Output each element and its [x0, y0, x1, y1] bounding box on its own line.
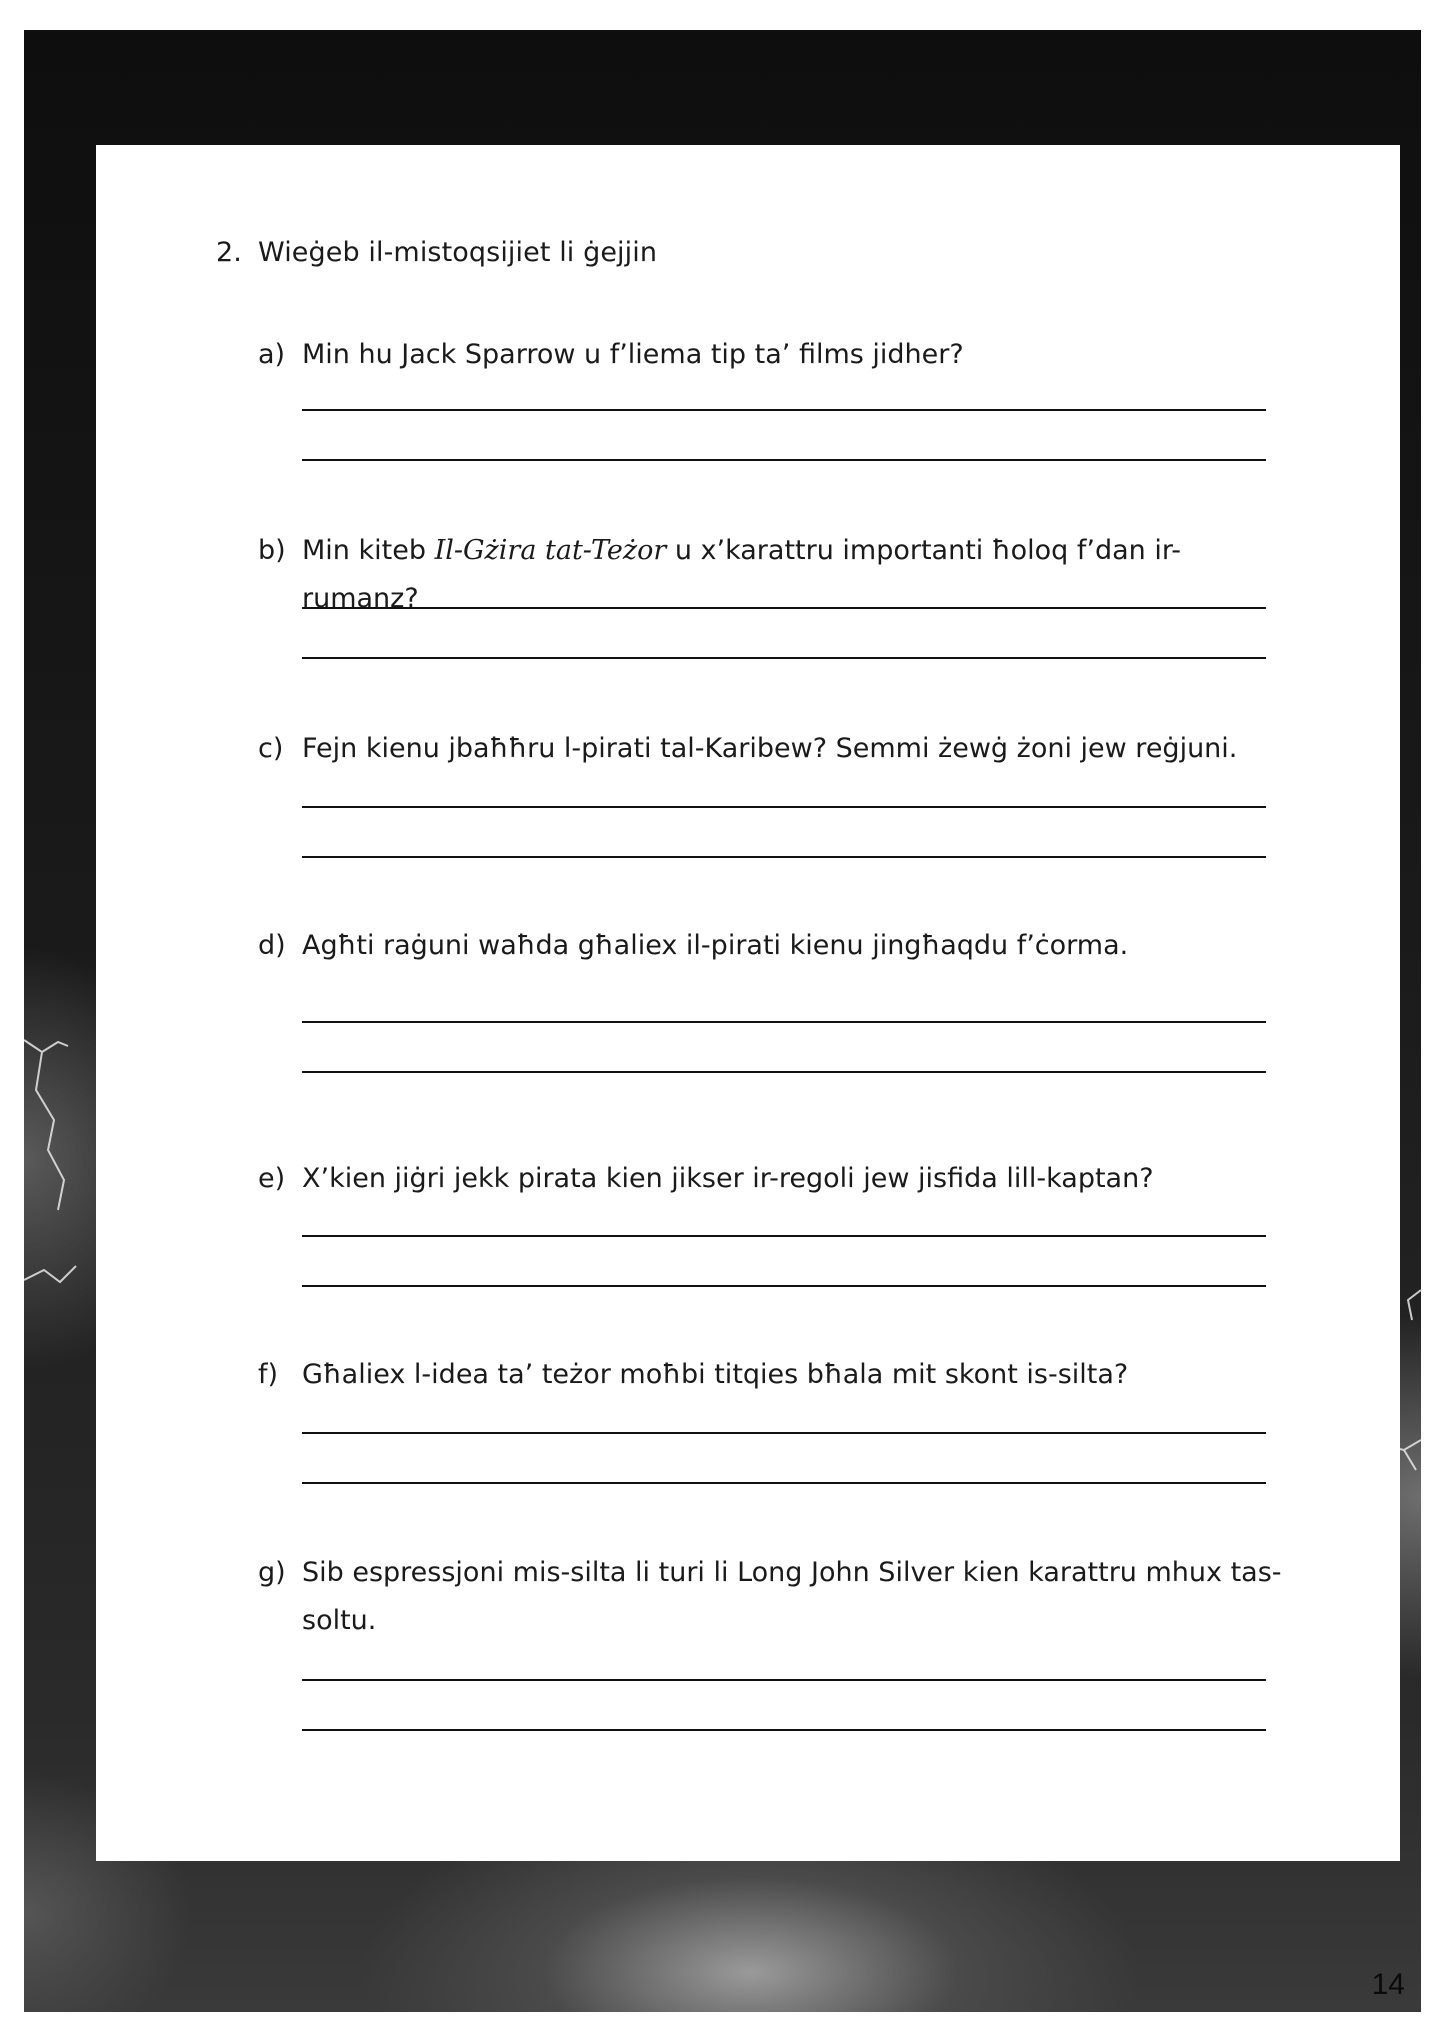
question-text: Sib espressjoni mis-silta li turi li Long John Silver kien karattru mhux tas-soltu. — [302, 1557, 1282, 1636]
question-text: X’kien jiġri jekk pirata kien jikser ir-regoli jew jisfida lill-kaptan? — [302, 1163, 1154, 1194]
answer-line[interactable] — [302, 1482, 1266, 1484]
question-letter: c) — [258, 733, 284, 764]
question-text-part: u x’karattru importanti ħoloq f’dan ir-rumanz? — [302, 535, 1181, 614]
question-letter: f) — [258, 1359, 279, 1390]
answer-line[interactable] — [302, 1071, 1266, 1073]
question-text-part: Min kiteb — [302, 535, 435, 566]
answer-line[interactable] — [302, 1235, 1266, 1237]
exercise-number: 2. — [216, 237, 242, 268]
answer-line[interactable] — [302, 806, 1266, 808]
storm-background — [24, 30, 1421, 2012]
question-letter: e) — [258, 1163, 286, 1194]
answer-line[interactable] — [302, 1679, 1266, 1681]
question-text: Fejn kienu jbaħħru l-pirati tal-Karibew? Semmi żewġ żoni jew reġjuni. — [302, 733, 1238, 764]
answer-line[interactable] — [302, 657, 1266, 659]
answer-line[interactable] — [302, 409, 1266, 411]
book-title: Il-Gżira tat-Teżor — [434, 535, 667, 566]
answer-line[interactable] — [302, 1285, 1266, 1287]
question-text: Agħti raġuni waħda għaliex il-pirati kienu jingħaqdu f’ċorma. — [302, 930, 1129, 961]
question-letter: b) — [258, 535, 286, 566]
question-text: Għaliex l-idea ta’ teżor moħbi titqies bħala mit skont is-silta? — [302, 1359, 1129, 1390]
page-number: 14 — [1371, 1968, 1405, 2001]
worksheet-page — [96, 145, 1400, 1861]
exercise-instruction: Wieġeb il-mistoqsijiet li ġejjin — [258, 237, 658, 268]
answer-line[interactable] — [302, 1432, 1266, 1434]
answer-line[interactable] — [302, 1021, 1266, 1023]
question-text: Min hu Jack Sparrow u f’liema tip ta’ films jidher? — [302, 339, 964, 370]
question-letter: d) — [258, 930, 286, 961]
answer-line[interactable] — [302, 1729, 1266, 1731]
answer-line[interactable] — [302, 856, 1266, 858]
answer-line[interactable] — [302, 459, 1266, 461]
question-letter: a) — [258, 339, 286, 370]
answer-line[interactable] — [302, 607, 1266, 609]
question-letter: g) — [258, 1557, 286, 1588]
exercise-heading — [216, 237, 657, 268]
